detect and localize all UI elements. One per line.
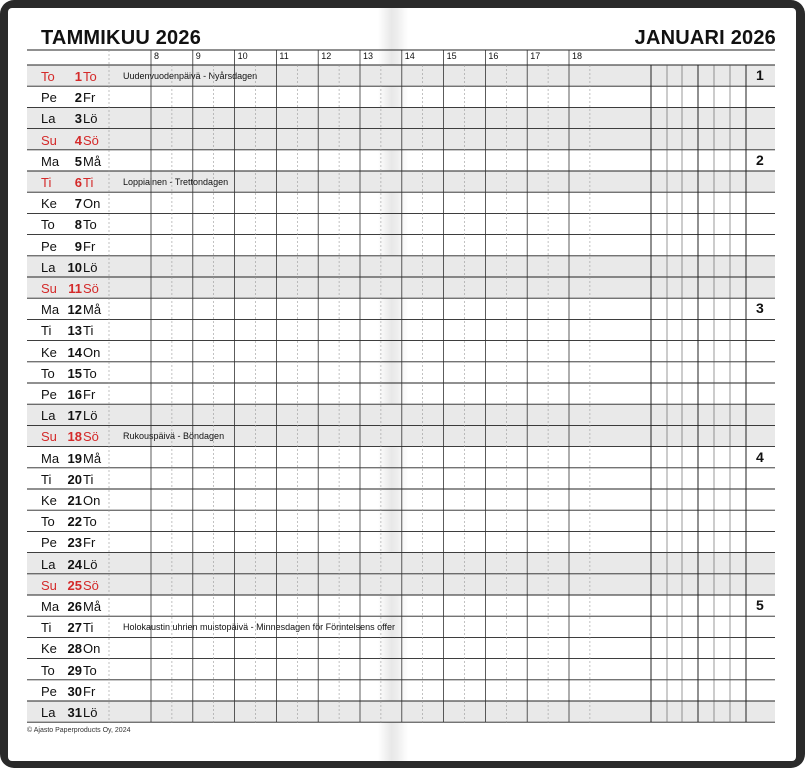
weekday-swedish: To [83, 217, 97, 233]
holiday-name: Rukouspäivä - Böndagen [123, 431, 225, 442]
day-number: 8 [74, 217, 82, 233]
month-title-swedish: JANUARI 2026 [634, 27, 776, 49]
weekday-finnish: Pe [41, 535, 57, 551]
weekday-swedish: Lö [83, 556, 98, 572]
weekday-finnish: To [41, 662, 55, 678]
day-number: 17 [67, 408, 82, 424]
day-number: 1 [74, 69, 82, 84]
day-number: 23 [67, 535, 82, 551]
weekday-swedish: Lö [83, 705, 98, 720]
weekday-swedish: Lö [83, 408, 98, 424]
planner-page-spread [8, 8, 796, 761]
weekday-swedish: Fr [83, 238, 96, 254]
day-number: 5 [74, 153, 82, 169]
weekday-swedish: Må [83, 599, 102, 614]
weekday-swedish: Må [83, 153, 102, 169]
day-number: 29 [67, 662, 82, 678]
weekday-swedish: Lö [83, 111, 98, 127]
weekday-finnish: Ma [41, 302, 60, 318]
day-number: 6 [74, 175, 82, 190]
weekday-swedish: To [83, 69, 97, 84]
weekday-finnish: Ti [41, 175, 52, 190]
day-number: 3 [74, 111, 82, 127]
week-number: 2 [756, 151, 764, 168]
weekday-swedish: On [83, 196, 101, 212]
month-title-finnish: TAMMIKUU 2026 [41, 27, 202, 49]
weekday-finnish: Ti [41, 620, 52, 636]
weekday-swedish: On [83, 344, 101, 360]
hour-label: 15 [446, 51, 457, 61]
hour-label: 18 [572, 51, 583, 61]
holiday-name: Uudenvuodenpäivä - Nyårsdagen [123, 71, 258, 81]
weekday-finnish: Ti [41, 471, 52, 487]
weekday-finnish: Ma [41, 450, 60, 466]
weekday-swedish: Ti [83, 175, 94, 190]
weekday-swedish: To [83, 662, 97, 678]
day-number: 10 [67, 259, 82, 275]
weekday-finnish: Pe [41, 238, 57, 254]
day-number: 26 [67, 599, 82, 614]
grid-lines [8, 8, 796, 761]
day-number: 21 [67, 493, 82, 508]
weekday-finnish: La [41, 556, 56, 572]
hour-label: 11 [279, 51, 289, 61]
weekday-finnish: La [41, 111, 56, 127]
weekday-swedish: On [83, 493, 101, 508]
weekday-finnish: To [41, 514, 55, 530]
day-number: 31 [67, 705, 82, 720]
weekday-finnish: To [41, 365, 55, 381]
hour-label: 13 [363, 51, 374, 61]
hour-label: 16 [488, 51, 499, 61]
weekday-swedish: Fr [83, 535, 96, 551]
weekday-swedish: Fr [83, 387, 96, 402]
hour-label: 9 [195, 51, 201, 61]
day-number: 25 [67, 577, 82, 593]
weekday-finnish: Pe [41, 90, 57, 106]
day-number: 20 [67, 471, 82, 487]
weekday-swedish: Ti [83, 620, 94, 636]
day-number: 22 [67, 514, 82, 530]
weekday-swedish: On [83, 641, 101, 657]
weekday-finnish: Ke [41, 641, 57, 657]
weekday-swedish: Sö [83, 132, 99, 148]
weekday-swedish: Sö [83, 577, 99, 593]
weekday-swedish: Sö [83, 281, 99, 296]
weekday-finnish: Ke [41, 493, 57, 508]
weekday-swedish: Lö [83, 259, 98, 275]
weekday-swedish: Må [83, 450, 102, 466]
weekday-finnish: Su [41, 577, 57, 593]
weekday-finnish: Pe [41, 683, 57, 699]
weekday-swedish: Ti [83, 323, 94, 339]
day-number: 19 [67, 450, 82, 466]
week-number: 4 [756, 448, 764, 465]
day-number: 11 [68, 281, 82, 296]
day-number: 15 [67, 365, 82, 381]
weekday-swedish: Sö [83, 429, 99, 445]
weekday-swedish: Fr [83, 90, 96, 106]
day-number: 13 [67, 323, 82, 339]
weekday-finnish: Su [41, 132, 57, 148]
week-number: 3 [756, 300, 764, 317]
week-number: 1 [756, 67, 764, 83]
weekday-finnish: To [41, 217, 55, 233]
hour-label: 10 [237, 51, 248, 61]
weekday-finnish: Pe [41, 387, 57, 402]
weekday-swedish: To [83, 514, 97, 530]
weekday-swedish: Må [83, 302, 102, 318]
weekday-swedish: Ti [83, 471, 94, 487]
weekday-swedish: To [83, 365, 97, 381]
hour-label: 12 [321, 51, 332, 61]
day-number: 28 [67, 641, 82, 657]
hour-label: 14 [404, 51, 415, 61]
day-number: 27 [67, 620, 82, 636]
day-number: 18 [67, 429, 82, 445]
holiday-name: Loppiainen - Trettondagen [123, 177, 229, 187]
day-number: 2 [74, 90, 82, 106]
copyright-notice: © Ajasto Paperproducts Oy, 2024 [27, 727, 131, 734]
weekday-finnish: Ma [41, 599, 60, 614]
weekday-finnish: Ti [41, 323, 52, 339]
weekday-swedish: Fr [83, 683, 96, 699]
day-number: 16 [67, 387, 82, 402]
weekday-finnish: La [41, 259, 56, 275]
weekday-finnish: La [41, 408, 56, 424]
weekday-finnish: La [41, 705, 56, 720]
day-number: 4 [74, 132, 82, 148]
week-number: 5 [756, 597, 764, 613]
day-number: 14 [67, 344, 82, 360]
weekday-finnish: Su [41, 429, 57, 445]
day-number: 12 [67, 302, 82, 318]
weekday-finnish: To [41, 69, 55, 84]
weekday-finnish: Ke [41, 196, 57, 212]
weekday-finnish: Ma [41, 153, 60, 169]
day-number: 30 [67, 683, 82, 699]
weekday-finnish: Ke [41, 344, 57, 360]
day-number: 7 [74, 196, 82, 212]
hour-label: 17 [530, 51, 541, 61]
day-number: 9 [74, 238, 82, 254]
day-number: 24 [67, 556, 82, 572]
holiday-name: Holokaustin uhrien muistopäivä - Minnesdagen för Förintelsens offer [123, 622, 395, 633]
weekday-finnish: Su [41, 281, 57, 296]
hour-label: 8 [154, 51, 160, 61]
